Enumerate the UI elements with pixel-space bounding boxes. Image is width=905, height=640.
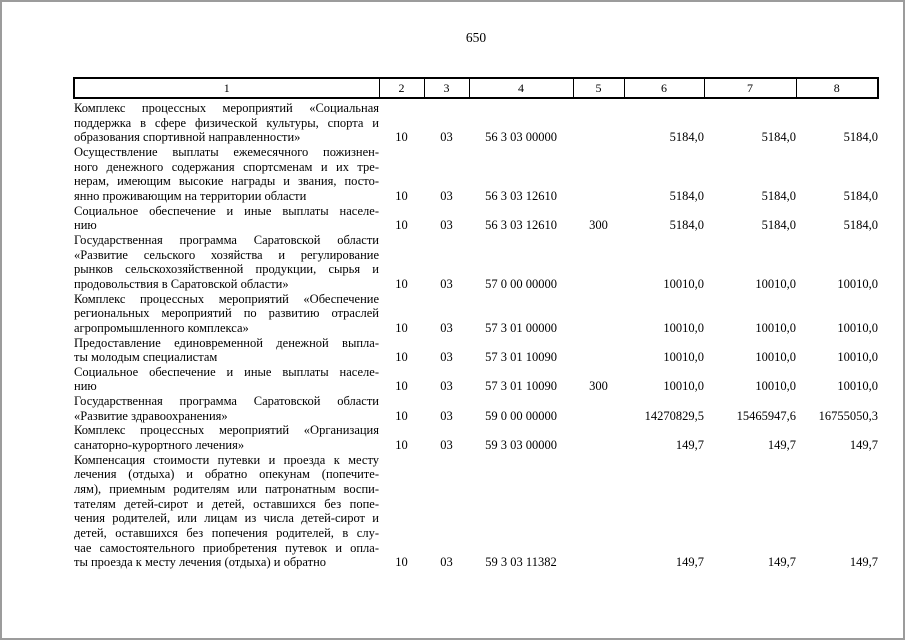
- row-name-cell: [74, 365, 379, 394]
- row-cell-c4: 59 3 03 00000: [485, 438, 557, 453]
- row-cell-c4: 59 0 00 00000: [485, 408, 557, 423]
- row-name-cell: [74, 423, 379, 452]
- row-cell-c6: 5184,0: [669, 130, 704, 145]
- row-name-line: детей, оставшихся без попечения родителей, в слу-: [74, 526, 379, 541]
- row-cell-c2: 10: [395, 218, 408, 233]
- row-cell-c6: 14270829,5: [644, 408, 704, 423]
- header-cell: 4: [469, 78, 573, 98]
- row-cell-c5: [573, 453, 624, 570]
- row-cell-c3: 03: [440, 218, 453, 233]
- row-name-line: чае самостоятельного приобретения путевок и опла-: [74, 540, 379, 555]
- row-name-line: ты проезда к месту лечения (отдыха) и обратно: [74, 555, 327, 570]
- row-name-line: региональных мероприятий по развитию отраслей: [74, 306, 379, 321]
- row-name-line: нерам, имеющим высокие награды и звания, посто-: [74, 174, 379, 189]
- row-name-line: санаторно-курортного лечения»: [74, 438, 245, 453]
- header-cell: 5: [573, 78, 624, 98]
- table-row: [74, 394, 878, 423]
- row-name-line: Осуществление выплаты ежемесячного пожизнен-: [74, 144, 379, 159]
- row-name-line: Социальное обеспечение и иные выплаты населе-: [74, 364, 379, 379]
- row-cell-c5: [573, 145, 624, 204]
- row-cell-c6: 5184,0: [669, 188, 704, 203]
- row-name-cell: [74, 336, 379, 365]
- table-row: [74, 292, 878, 336]
- row-name-line: Комплекс процессных мероприятий «Обеспечение: [74, 291, 379, 306]
- row-cell-c2: 10: [395, 379, 408, 394]
- row-cell-c8: 10010,0: [837, 379, 878, 394]
- page-number: 650: [465, 30, 487, 45]
- row-cell-c4: 57 3 01 10090: [485, 350, 557, 365]
- row-cell-c8: 149,7: [849, 438, 878, 453]
- row-cell-c5: [573, 98, 624, 145]
- row-cell-c7: 149,7: [767, 438, 796, 453]
- row-cell-c3: 03: [440, 188, 453, 203]
- row-name-line: рынков сельскохозяйственной продукции, сырья и: [74, 262, 379, 277]
- row-cell-c6: 10010,0: [663, 379, 704, 394]
- row-cell-c6: 5184,0: [669, 218, 704, 233]
- row-cell-c7: 5184,0: [761, 130, 796, 145]
- row-name-line: Комплекс процессных мероприятий «Организация: [74, 423, 379, 438]
- row-name-line: нию: [74, 379, 97, 394]
- row-cell-c4: 57 3 01 10090: [485, 379, 557, 394]
- row-name-line: чения родителей, или лицам из числа детей-сирот и: [74, 511, 379, 526]
- row-name-cell: [74, 394, 379, 423]
- header-cell: 2: [379, 78, 424, 98]
- row-cell-c3: 03: [440, 130, 453, 145]
- row-name-line: Компенсация стоимости путевки и проезда к месту: [74, 452, 379, 467]
- row-name-line: «Развитие здравоохранения»: [74, 408, 228, 423]
- row-cell-c2: 10: [395, 350, 408, 365]
- row-name-line: агропромышленного комплекса»: [74, 320, 249, 335]
- row-cell-c3: 03: [440, 555, 453, 570]
- header-cell: 1: [74, 78, 379, 98]
- row-name-line: Государственная программа Саратовской области: [74, 232, 379, 247]
- row-cell-c2: 10: [395, 320, 408, 335]
- row-cell-c6: 10010,0: [663, 276, 704, 291]
- row-name-cell: [74, 98, 379, 145]
- row-name-line: поддержка в сфере физической культуры, спорта и: [74, 115, 379, 130]
- row-name-line: янно проживающим на территории области: [74, 188, 307, 203]
- row-name-cell: [74, 204, 379, 233]
- row-cell-c8: 5184,0: [843, 218, 878, 233]
- table-row: [74, 233, 878, 292]
- table-row: [74, 145, 878, 204]
- row-cell-c2: 10: [395, 276, 408, 291]
- row-cell-c6: 149,7: [675, 555, 704, 570]
- row-cell-c2: 10: [395, 438, 408, 453]
- row-cell-c6: 10010,0: [663, 350, 704, 365]
- row-cell-c7: 15465947,6: [736, 408, 796, 423]
- row-cell-c4: 59 3 03 11382: [485, 555, 557, 570]
- row-cell-c6: 149,7: [675, 438, 704, 453]
- table-row: [74, 98, 878, 145]
- header-cell: 6: [624, 78, 704, 98]
- row-name-line: Государственная программа Саратовской области: [74, 394, 379, 409]
- row-cell-c7: 10010,0: [755, 350, 796, 365]
- row-cell-c8: 10010,0: [837, 320, 878, 335]
- header-cell: 8: [796, 78, 878, 98]
- row-name-line: Предоставление единовременной денежной выпла-: [74, 335, 379, 350]
- row-cell-c3: 03: [440, 379, 453, 394]
- row-cell-c4: 56 3 03 12610: [485, 218, 557, 233]
- row-name-line: Комплекс процессных мероприятий «Социальная: [74, 101, 379, 115]
- row-cell-c8: 149,7: [849, 555, 878, 570]
- row-cell-c2: 10: [395, 130, 408, 145]
- row-cell-c7: 10010,0: [755, 379, 796, 394]
- row-cell-c5: [573, 233, 624, 292]
- row-cell-c5: 300: [589, 379, 608, 394]
- row-cell-c3: 03: [440, 438, 453, 453]
- row-name-line: лям), приемным родителям или патронатным воспи-: [74, 482, 379, 497]
- budget-table: [73, 77, 879, 570]
- row-cell-c5: 300: [589, 218, 608, 233]
- row-cell-c7: 5184,0: [761, 188, 796, 203]
- row-cell-c6: 10010,0: [663, 320, 704, 335]
- table-header-row: [74, 78, 878, 98]
- row-cell-c4: 57 3 01 00000: [485, 320, 557, 335]
- row-cell-c3: 03: [440, 276, 453, 291]
- row-name-cell: [74, 233, 379, 292]
- row-name-line: тателям детей-сирот и детей, оставшихся без попе-: [74, 496, 379, 511]
- table-row: [74, 365, 878, 394]
- row-cell-c8: 5184,0: [843, 130, 878, 145]
- row-cell-c5: [573, 423, 624, 452]
- row-cell-c2: 10: [395, 188, 408, 203]
- row-cell-c5: [573, 292, 624, 336]
- table-row: [74, 453, 878, 570]
- row-name-line: ты молодым специалистам: [74, 350, 218, 365]
- row-name-line: нию: [74, 218, 97, 233]
- row-cell-c3: 03: [440, 350, 453, 365]
- row-cell-c3: 03: [440, 320, 453, 335]
- row-cell-c4: 56 3 03 12610: [485, 188, 557, 203]
- row-cell-c2: 10: [395, 555, 408, 570]
- row-cell-c8: 10010,0: [837, 276, 878, 291]
- row-name-cell: [74, 292, 379, 336]
- header-cell: 7: [704, 78, 796, 98]
- row-name-line: ного денежного содержания спортсменам и их тре-: [74, 159, 379, 174]
- table-row: [74, 336, 878, 365]
- row-cell-c7: 10010,0: [755, 320, 796, 335]
- row-cell-c8: 10010,0: [837, 350, 878, 365]
- row-cell-c2: 10: [395, 408, 408, 423]
- row-cell-c4: 57 0 00 00000: [485, 276, 557, 291]
- table-row: [74, 423, 878, 452]
- row-cell-c5: [573, 336, 624, 365]
- row-cell-c7: 5184,0: [761, 218, 796, 233]
- row-cell-c5: [573, 394, 624, 423]
- row-name-line: продовольствия в Саратовской области»: [74, 276, 289, 291]
- row-name-line: «Развитие сельского хозяйства и регулирование: [74, 247, 379, 262]
- row-cell-c3: 03: [440, 408, 453, 423]
- table-row: [74, 204, 878, 233]
- row-name-line: Социальное обеспечение и иные выплаты населе-: [74, 203, 379, 218]
- row-cell-c7: 10010,0: [755, 276, 796, 291]
- row-cell-c8: 5184,0: [843, 188, 878, 203]
- row-name-cell: [74, 453, 379, 570]
- row-name-cell: [74, 145, 379, 204]
- row-name-line: лечения (отдыха) и обратно опекунам (попечите-: [74, 467, 379, 482]
- row-name-line: образования спортивной направленности»: [74, 130, 301, 145]
- row-cell-c8: 16755050,3: [818, 408, 878, 423]
- row-cell-c4: 56 3 03 00000: [485, 130, 557, 145]
- row-cell-c7: 149,7: [767, 555, 796, 570]
- header-cell: 3: [424, 78, 469, 98]
